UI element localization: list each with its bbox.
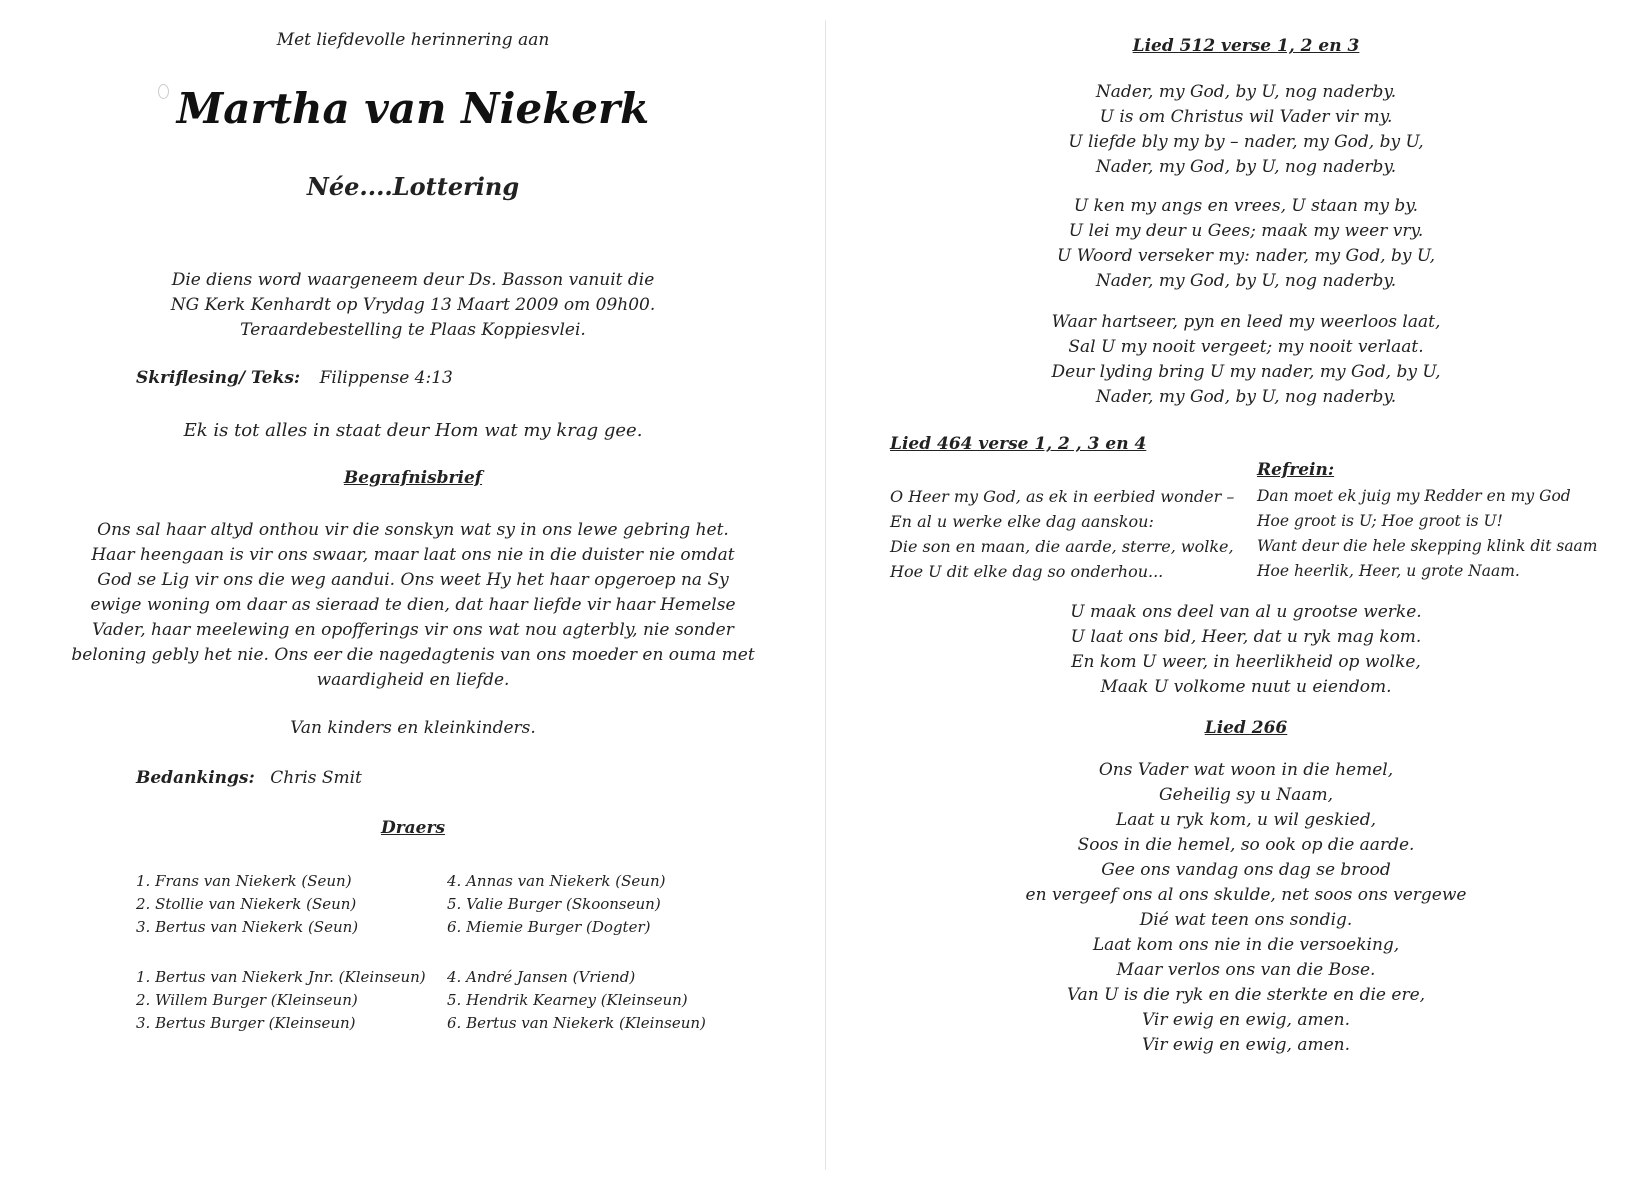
scripture-verse: Ek is tot alles in staat deur Hom wat my krag gee. xyxy=(183,420,643,441)
hymn-line: Deur lyding bring U my nader, my God, by U, xyxy=(1051,362,1441,382)
hymn-line: Want deur die hele skepping klink dit saam xyxy=(1257,537,1598,555)
hymn-line: Sal U my nooit vergeet; my nooit verlaat. xyxy=(1068,337,1424,357)
hymn-266 xyxy=(966,758,1526,1058)
hymn-line: Dan moet ek juig my Redder en my God xyxy=(1257,487,1571,505)
hymn-line: Hoe groot is U; Hoe groot is U! xyxy=(1257,512,1503,530)
thanks-value: Chris Smit xyxy=(270,768,362,788)
bearer-item: 4. André Jansen (Vriend) xyxy=(447,968,636,986)
letter-line: beloning gebly het nie. Ons eer die nagedagtenis van ons moeder en ouma met xyxy=(71,645,755,665)
hymn-464-heading: Lied 464 verse 1, 2 , 3 en 4 xyxy=(890,434,1147,454)
hymn-512-verse-3 xyxy=(996,310,1496,410)
refrain-heading: Refrein: xyxy=(1257,460,1335,480)
hymn-464-verse-1 xyxy=(890,484,1234,584)
service-line: Teraardebestelling te Plaas Koppiesvlei. xyxy=(240,320,586,340)
bearers-list-1a xyxy=(136,870,358,939)
letter-line: Haar heengaan is vir ons swaar, maar laat ons nie in die duister nie omdat xyxy=(91,545,735,565)
bearer-item: 3. Bertus van Niekerk (Seun) xyxy=(136,918,359,936)
hymn-line: Vir ewig en ewig, amen. xyxy=(1141,1010,1351,1030)
hymn-line: U is om Christus wil Vader vir my. xyxy=(1099,107,1393,127)
hymn-512-heading: Lied 512 verse 1, 2 en 3 xyxy=(1132,36,1360,56)
signoff: Van kinders en kleinkinders. xyxy=(290,718,536,738)
hymn-266-heading: Lied 266 xyxy=(1204,718,1288,738)
hymn-line: U laat ons bid, Heer, dat u ryk mag kom. xyxy=(1070,627,1422,647)
letter-line: God se Lig vir ons die weg aandui. Ons weet Hy het haar opgeroep na Sy xyxy=(97,570,729,590)
letter-heading: Begrafnisbrief xyxy=(343,468,483,488)
bearer-item: 1. Bertus van Niekerk Jnr. (Kleinseun) xyxy=(136,968,426,986)
hymn-line: Van U is die ryk en die sterkte en die ere, xyxy=(1066,985,1426,1005)
bearers-heading: Draers xyxy=(380,818,446,838)
bearer-item: 6. Bertus van Niekerk (Kleinseun) xyxy=(447,1014,706,1032)
hymn-line: Die son en maan, die aarde, sterre, wolke, xyxy=(890,537,1234,556)
scripture-value: Filippense 4:13 xyxy=(319,368,453,388)
bearer-item: 6. Miemie Burger (Dogter) xyxy=(447,918,651,936)
funeral-letter xyxy=(0,518,826,693)
service-details xyxy=(0,268,826,343)
hymn-line: Maar verlos ons van die Bose. xyxy=(1116,960,1376,980)
hymn-line: En al u werke elke dag aanskou: xyxy=(890,512,1154,531)
letter-line: ewige woning om daar as sieraad te dien, dat haar liefde vir haar Hemelse xyxy=(90,595,736,615)
hymn-line: Waar hartseer, pyn en leed my weerloos laat, xyxy=(1051,312,1441,332)
bearers-list-1b xyxy=(136,966,426,1035)
hymn-line: Hoe heerlik, Heer, u grote Naam. xyxy=(1257,562,1520,580)
hymn-line: U liefde bly my by – nader, my God, by U, xyxy=(1068,132,1424,152)
scripture-label: Skriflesing/ Teks: xyxy=(136,368,301,388)
bearer-item: 2. Stollie van Niekerk (Seun) xyxy=(136,895,357,913)
bearers-list-2b xyxy=(447,966,706,1035)
right-page xyxy=(826,0,1652,1200)
hymn-line: Maak U volkome nuut u eiendom. xyxy=(1100,677,1392,697)
hymn-line: Hoe U dit elke dag so onderhou... xyxy=(890,562,1164,581)
bearer-item: 4. Annas van Niekerk (Seun) xyxy=(447,872,666,890)
letter-line: Vader, haar meelewing en opofferings vir ons wat nou agterbly, nie sonder xyxy=(92,620,734,640)
bearer-item: 5. Valie Burger (Skoonseun) xyxy=(447,895,661,913)
hymn-464-verse-2 xyxy=(996,600,1496,700)
hymn-line: U ken my angs en vrees, U staan my by. xyxy=(1073,196,1419,216)
hymn-line: Vir ewig en ewig, amen. xyxy=(1141,1035,1351,1055)
deceased-name: Martha van Niekerk xyxy=(176,84,650,133)
hymn-line: U lei my deur u Gees; maak my weer vry. xyxy=(1068,221,1424,241)
bearer-item: 2. Willem Burger (Kleinseun) xyxy=(136,991,358,1009)
hymn-line: Gee ons vandag ons dag se brood xyxy=(1101,860,1391,880)
bearers-list-2a xyxy=(447,870,665,939)
hymn-line: Laat u ryk kom, u wil geskied, xyxy=(1116,810,1376,830)
hymn-line: Dié wat teen ons sondig. xyxy=(1139,910,1353,930)
hymn-line: Nader, my God, by U, nog naderby. xyxy=(1095,271,1397,291)
hymn-line: En kom U weer, in heerlikheid op wolke, xyxy=(1071,652,1421,672)
maiden-name: Née....Lottering xyxy=(306,172,520,201)
letter-line: Ons sal haar altyd onthou vir die sonskyn wat sy in ons lewe gebring het. xyxy=(97,520,729,540)
hymn-line: Laat kom ons nie in die versoeking, xyxy=(1092,935,1400,955)
hymn-line: U Woord verseker my: nader, my God, by U, xyxy=(1056,246,1436,266)
hymn-line: Nader, my God, by U, nog naderby. xyxy=(1095,387,1397,407)
bearer-item: 3. Bertus Burger (Kleinseun) xyxy=(136,1014,356,1032)
hymn-line: Soos in die hemel, so ook op die aarde. xyxy=(1077,835,1415,855)
service-line: NG Kerk Kenhardt op Vrydag 13 Maart 2009 om 09h00. xyxy=(170,295,656,315)
hymn-line: U maak ons deel van al u grootse werke. xyxy=(1070,602,1422,622)
thanks xyxy=(136,768,362,788)
hymn-512-verse-1 xyxy=(996,80,1496,180)
scripture-reading xyxy=(136,368,453,388)
hymn-line: en vergeef ons al ons skulde, net soos ons vergewe xyxy=(1025,885,1467,905)
dedication: Met liefdevolle herinnering aan xyxy=(276,30,550,50)
bearer-item: 1. Frans van Niekerk (Seun) xyxy=(136,872,352,890)
hymn-line: Nader, my God, by U, nog naderby. xyxy=(1095,82,1397,102)
hymn-512-verse-2 xyxy=(996,194,1496,294)
refrain xyxy=(1257,484,1598,584)
hymn-line: Nader, my God, by U, nog naderby. xyxy=(1095,157,1397,177)
hymn-line: Ons Vader wat woon in die hemel, xyxy=(1098,760,1394,780)
letter-line: waardigheid en liefde. xyxy=(316,670,510,690)
hymn-line: O Heer my God, as ek in eerbied wonder – xyxy=(890,487,1235,506)
service-line: Die diens word waargeneem deur Ds. Basson vanuit die xyxy=(171,270,655,290)
bearer-item: 5. Hendrik Kearney (Kleinseun) xyxy=(447,991,688,1009)
hymn-line: Geheilig sy u Naam, xyxy=(1158,785,1333,805)
thanks-label: Bedankings: xyxy=(136,768,255,788)
